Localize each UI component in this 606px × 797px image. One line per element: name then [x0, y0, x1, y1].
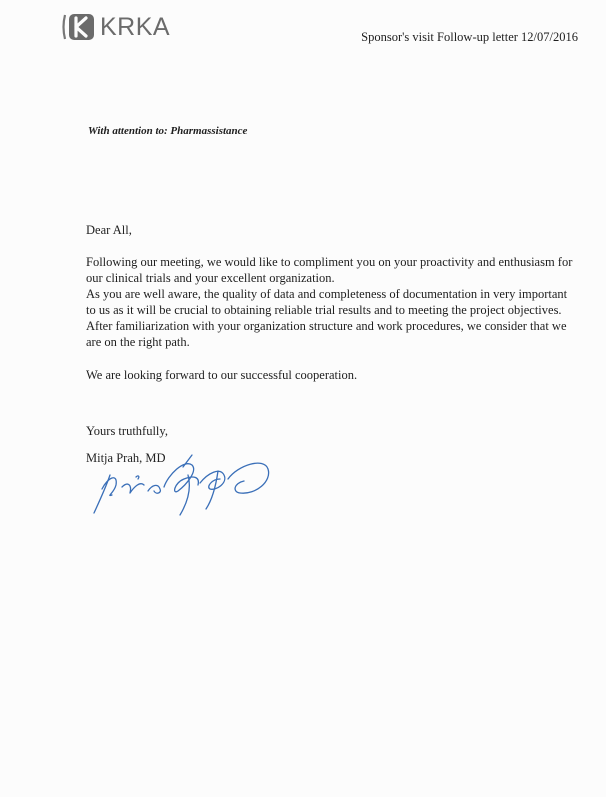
salutation: Dear All,: [86, 223, 132, 237]
body-line: are on the right path.: [86, 335, 190, 349]
body-line: to us as it will be crucial to obtaining reliable trial results and to meeting the project objectives.: [86, 303, 562, 317]
handwritten-signature-icon: [88, 445, 278, 520]
logo-text: KRKA: [100, 12, 171, 41]
body-line: As you are well aware, the quality of data and completeness of documentation in very important: [86, 287, 568, 301]
attention-line: With attention to: Pharmassistance: [88, 125, 248, 137]
krka-logo: [62, 12, 170, 42]
body-line: Following our meeting, we would like to compliment you on your proactivity and enthusiasm for: [86, 255, 573, 269]
body-paragraph-1: [86, 254, 572, 350]
signer-name: Mitja Prah, MD: [86, 451, 166, 465]
body-line: our clinical trials and your excellent organization.: [86, 271, 335, 285]
letter-header-title: Sponsor's visit Follow-up letter 12/07/2016: [361, 30, 578, 44]
body-line: After familiarization with your organization structure and work procedures, we consider that we: [86, 319, 567, 333]
krka-logo-mark-icon: [62, 12, 98, 42]
body-paragraph-2: We are looking forward to our successful cooperation.: [86, 368, 358, 382]
closing-line: Yours truthfully,: [86, 424, 168, 438]
